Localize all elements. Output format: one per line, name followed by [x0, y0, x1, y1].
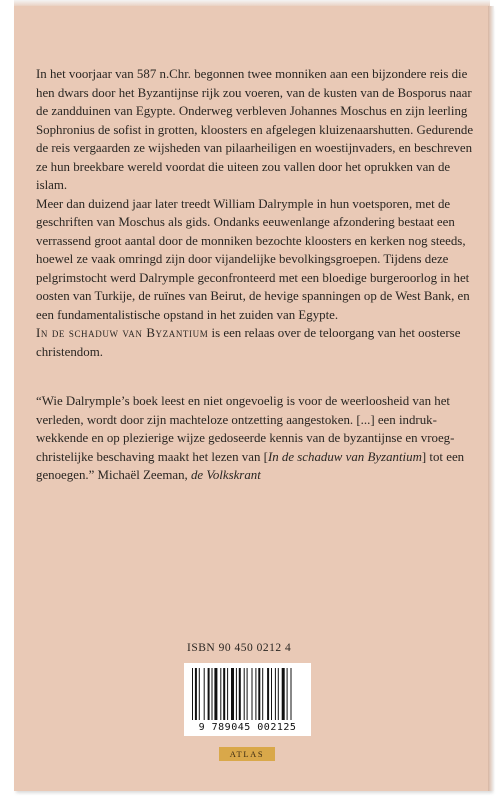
- book-title-smallcaps: In de schaduw van Byzantium: [36, 326, 209, 340]
- barcode-digits: 9 789045 002125: [198, 722, 297, 733]
- blurb-text: [36, 65, 476, 361]
- publisher-logo: ATLAS: [219, 747, 275, 761]
- quote-text-2: ] tot een genoegen.” Michaël Zeeman,: [36, 449, 465, 482]
- barcode-bars: [190, 668, 305, 720]
- blurb-paragraph-3: [36, 324, 476, 361]
- cover-right-edge: [488, 6, 494, 791]
- blurb-paragraph-1: In het voorjaar van 587 n.Chr. begonnen twee monniken aan een bijzondere reis die hen dwars door het Byzantijnse rijk zou voeren, van de kusten van de Bosporus naar de zandduinen van Egypte. Onderweg verbleven Johannes Moschus en zijn leerling Sophronius de sofist in grotten, kloosters en afgelegen kluizenaarshutten. Gedurende de reis vergaarden ze wijsheden van pilaarheiligen en woestijnvaders, en beschreven ze hun breekbare wereld voordat die uiteen zou vallen door het oprukken van de islam.: [36, 67, 474, 192]
- blurb-paragraph-2: Meer dan duizend jaar later treedt William Dalrymple in hun voetsporen, met de geschriften van Moschus als gids. Ondanks eeuwenlange afzondering bestaat een verrassend groot aantal door de monniken bezochte kloosters en kerken nog steeds, hoewel ze vaak omringd zijn door vijandelijke bevolkingsgroepen. Tijdens deze pelgrimstocht werd Dalrymple geconfronteerd met een bloedige burgeroorlog in het oosten van Turkije, de ruïnes van Beirut, de hevige spanningen op de West Bank, en een fundamentalistische opstand in het zuiden van Egypte.: [36, 196, 470, 322]
- review-quote: [36, 392, 476, 485]
- quote-source: de Volkskrant: [190, 468, 261, 482]
- barcode: [184, 663, 311, 736]
- isbn-text: ISBN 90 450 0212 4: [187, 642, 292, 654]
- quote-text-1: “Wie Dalrymple’s boek leest en niet ongevoelig is voor de weerloosheid van het verleden, wordt door zijn machteloze ontzetting aangestoken. [...] een indruk-wekkende en op plezierige wijze gedoseerde kennis van de byzantijnse en vroeg-christelijke beschaving maakt het lezen van [: [36, 394, 455, 464]
- blurb-paragraph-3-rest: is een relaas over de teloorgang van het oosterse christendom.: [36, 326, 461, 359]
- quote-book-title: In de schaduw van Byzantium: [267, 449, 422, 464]
